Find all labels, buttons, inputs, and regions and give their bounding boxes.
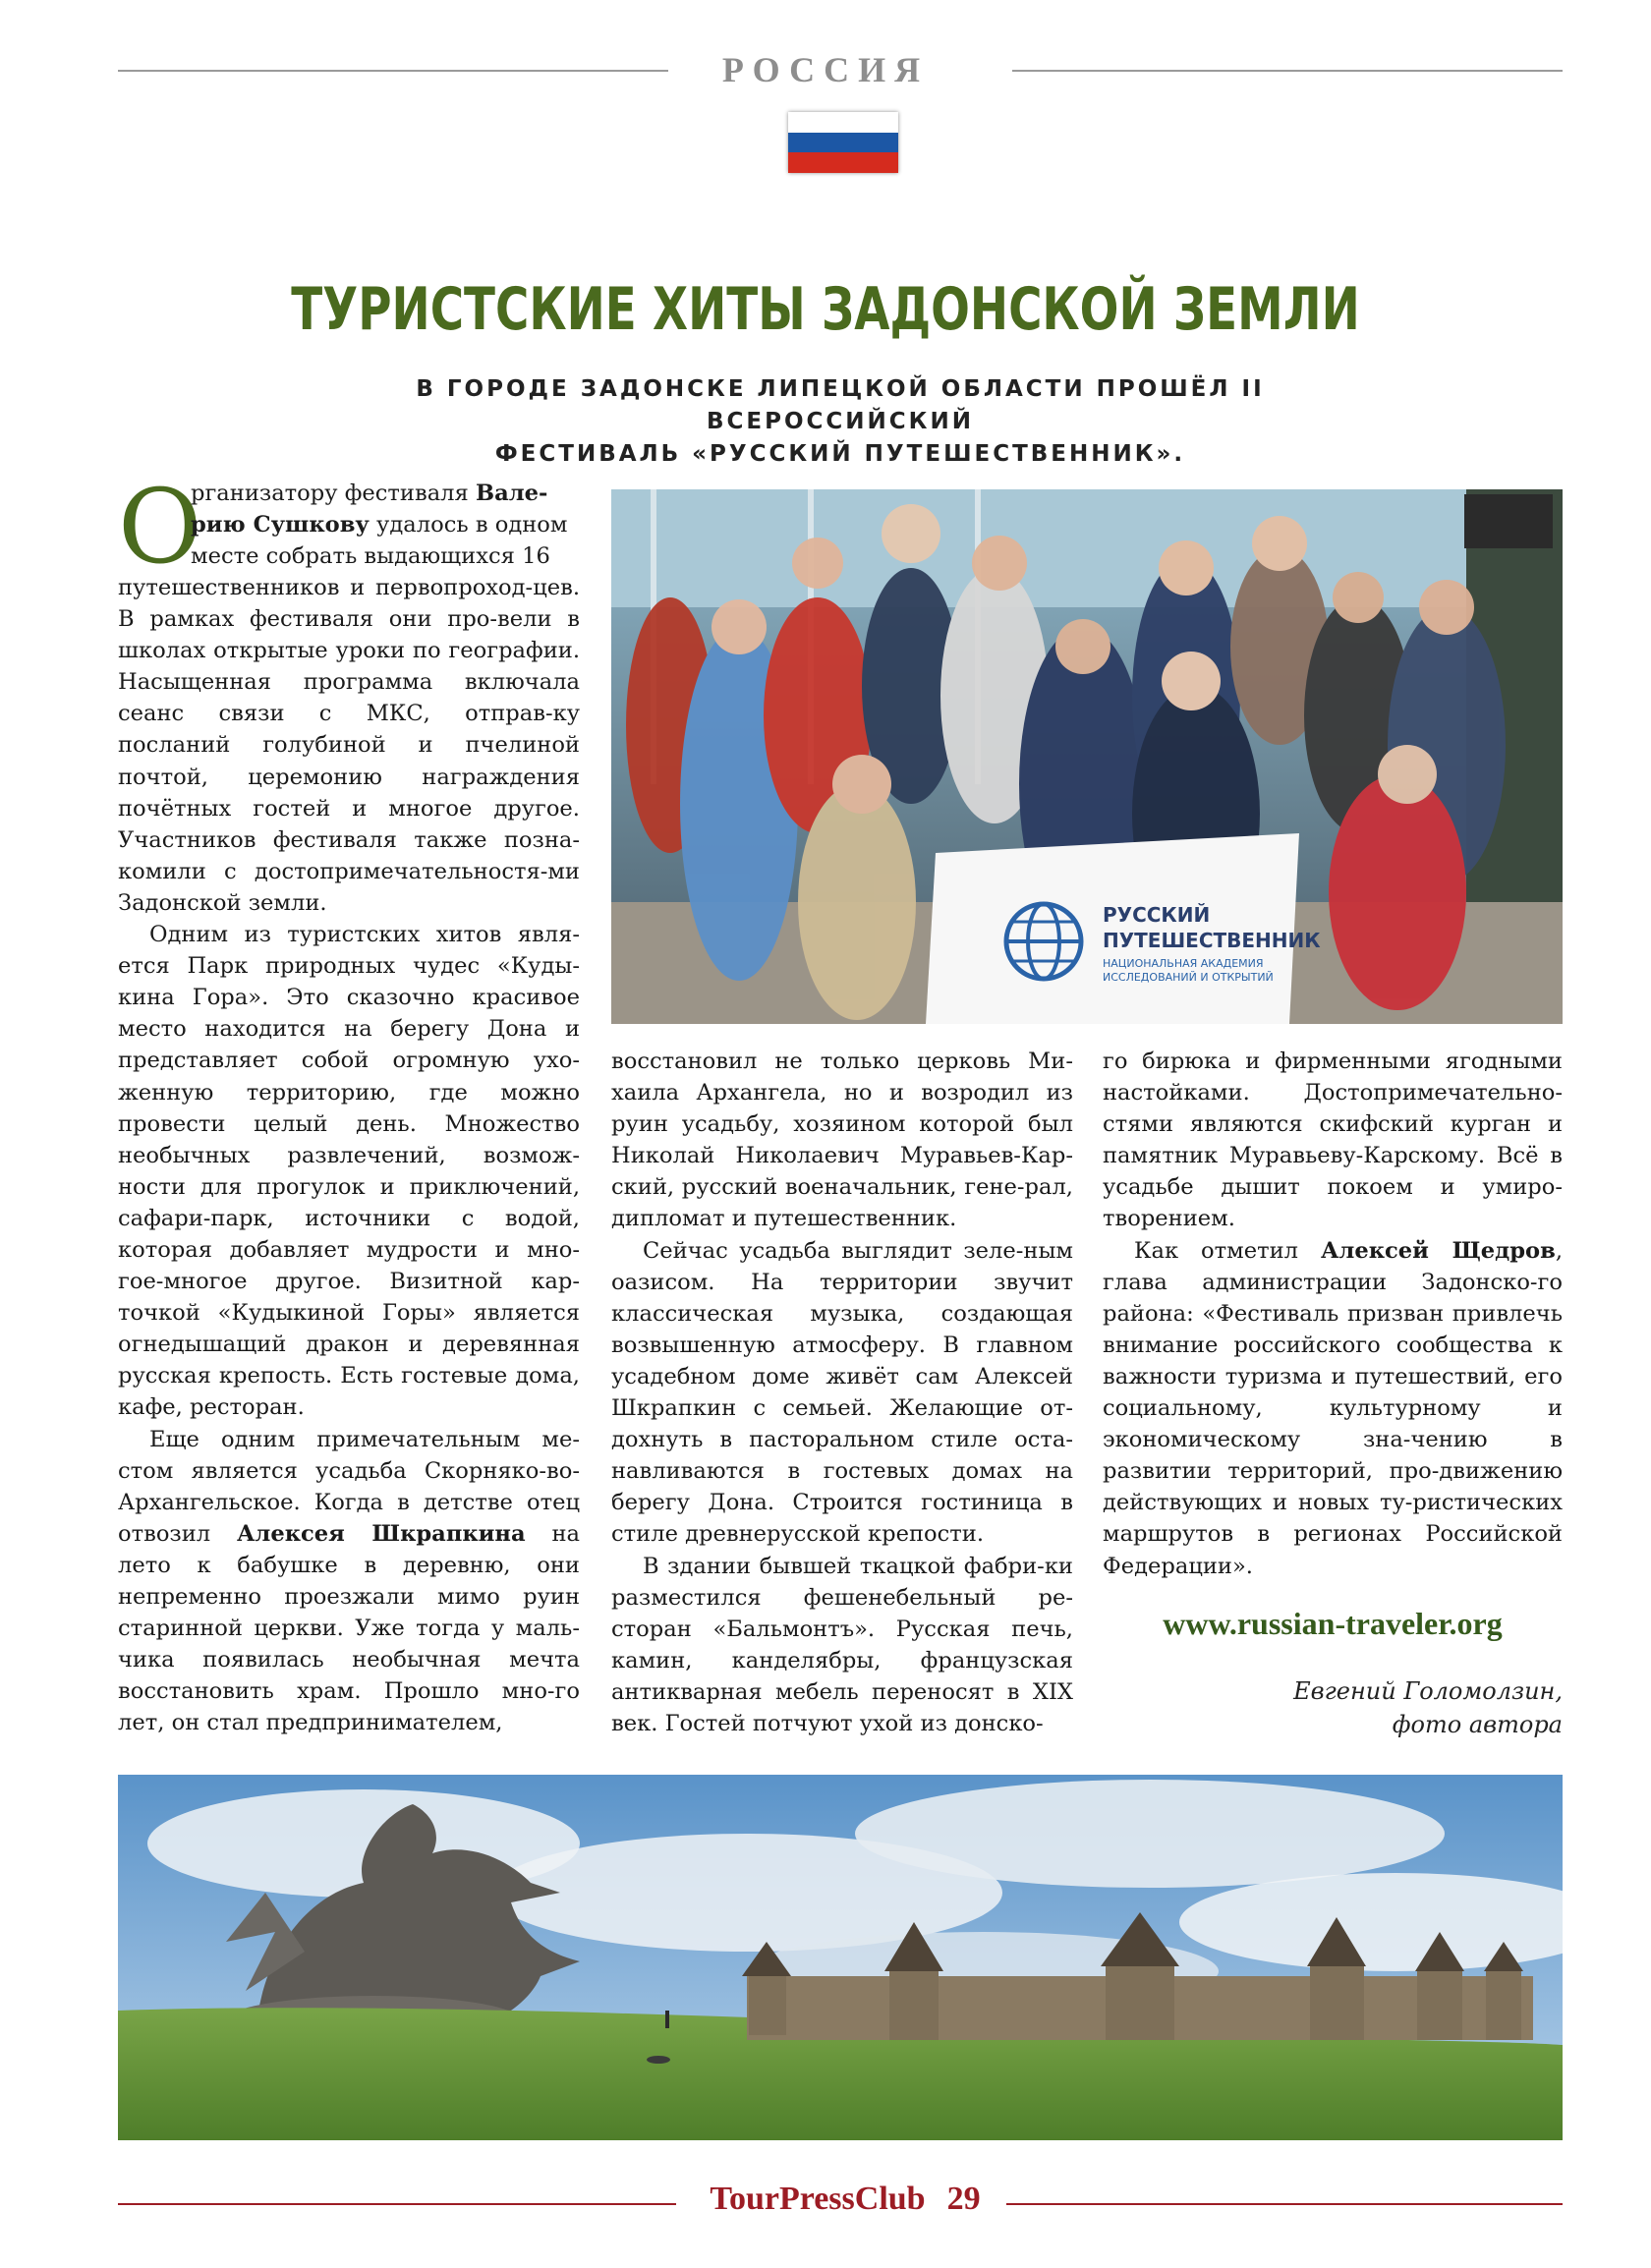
footer [678,2181,1012,2218]
person-name: Алексей Щедров [1321,1237,1556,1264]
paragraph [118,1424,580,1739]
text-run: на лето к бабушке в деревню, они непременно проезжали мимо руин старинной церкви. Уже тогда у маль-чика появилась необычная мечта восстановить храм. Прошло мно-го лет, он стал предпринимателем, [118,1520,581,1736]
paragraph: восстановил не только церковь Ми-хаила Архангела, но и возродил из руин усадьбу, хозяином которой был Николай Николаевич Муравьев-Кар-ский, русский военачальник, гене-рал, дипломат и путешественник. [611,1049,1073,1232]
group-photo-illustration [611,489,1563,1024]
group-photo [611,489,1563,1024]
magazine-brand: TourPressClub [710,2181,926,2217]
column-2 [611,1046,1073,1739]
lead-text: рганизатору фестиваля [191,481,476,506]
lead-line-1 [191,478,578,509]
article-title: ТУРИСТСКИЕ ХИТЫ ЗАДОНСКОЙ ЗЕМЛИ [291,275,1360,344]
photo-credit: фото автора [1392,1711,1563,1738]
banner-text-4: ИССЛЕДОВАНИЙ И ОТКРЫТИЙ [1103,971,1274,984]
flag-stripe-white [788,112,898,133]
paragraph: путешественников и первопроход-цев. В рамках фестиваля они про-вели в школах открытые уроки по географии. Насыщенная программа включала сеанс связи с МКС, отправ-ку посланий голубиной и пчелиной почтой, церемонию награждения почётных гостей и многое другое. Участников фестиваля также позна-комили с достопримечательностя-ми Задонской земли. [118,575,580,916]
text-run: Еще одним примечательным ме-стом является усадьба Скорняко-во-Архангельское. Когда в детстве отец отвозил [118,1426,580,1547]
page-number: 29 [946,2181,981,2217]
paragraph [1103,1235,1563,1582]
flag-stripe-red [788,152,898,173]
person-name: рию Сушкову [191,512,370,538]
section-title: РОССИЯ [721,50,930,89]
landscape-photo [118,1775,1563,2140]
banner-text-3: НАЦИОНАЛЬНАЯ АКАДЕМИЯ [1103,957,1264,970]
lead-text: удалось в одном [369,512,568,538]
website-link[interactable]: www.russian-traveler.org [1163,1606,1503,1641]
person-name: Алексея Шкрапкина [237,1520,526,1547]
footer-rule-right [1006,2203,1563,2205]
paragraph: Сейчас усадьба выглядит зеле-ным оазисом. На территории звучит классическая музыка, создающая возвышенную атмосферу. В главном усадебном доме живёт сам Алексей Шкрапкин с семьей. Желающие от-дохнуть в пасторальном стиле оста-навливаются в гостевых домах на берегу Дона. Строится гостиница в стиле древнерусской крепости. [611,1237,1073,1548]
paragraph: Одним из туристских хитов явля-ется Парк природных чудес «Куды-кина Гора». Это сказочно красивое место находится на берегу Дона и представляет собой огромную ухо-женную территорию, где можно провести целый день. Множество необычных развлечений, возмож-ности для прогулок и приключений, сафари-парк, источники с водой, которая добавляет мудрости и мно-гое-многое другое. Визитной кар-точкой «Кудыкиной Горы» является огнедышащий дракон и деревянная русская крепость. Есть гостевые дома, кафе, ресторан. [118,922,580,1421]
banner-text-1: РУССКИЙ [1103,903,1211,927]
article-subtitle [324,373,1356,471]
lead-line-3 [191,540,578,572]
russian-flag-icon [788,112,898,173]
subtitle-line-1: В ГОРОДЕ ЗАДОНСКЕ ЛИПЕЦКОЙ ОБЛАСТИ ПРОШЁЛ II ВСЕРОССИЙСКИЙ [416,376,1265,434]
author-name: Евгений Голомолзин, [1293,1677,1563,1705]
column-3 [1103,1046,1563,1582]
lead-line-2 [191,509,578,540]
text-run: Как отметил [1134,1237,1322,1264]
subtitle-line-2: ФЕСТИВАЛЬ «РУССКИЙ ПУТЕШЕСТВЕННИК». [494,441,1186,467]
person-name: Вале- [475,481,548,506]
paragraph: го бирюка и фирменными ягодными настойками. Достопримечательно-стями являются скифский курган и памятник Муравьеву-Карскому. Всё в усадьбе дышит покоем и умиро-творением. [1103,1049,1563,1232]
lead-text: месте собрать выдающихся 16 [191,543,550,569]
banner-text-2: ПУТЕШЕСТВЕННИК [1103,929,1321,952]
drop-cap: О [118,467,202,587]
footer-rule-left [118,2203,676,2205]
text-run: , глава администрации Задонско-го района: «Фестиваль призван привлечь внимание российского сообщества к важности туризма и путешествий, его социальному, культурному и экономическому зна-чению в развитии территорий, про-движению действующих и новых ту-ристических маршрутов в регионах Российской Федерации». [1103,1237,1563,1579]
landscape-photo-illustration [118,1775,1563,2140]
flag-stripe-blue [788,133,898,153]
column-1 [118,572,580,1738]
author-credit [1103,1674,1563,1741]
paragraph: В здании бывшей ткацкой фабри-ки разместился фешенебельный ре-сторан «Бальмонтъ». Русская печь, камин, канделябры, французская антикварная мебель переносят в XIX век. Гостей потчуют ухой из донско- [611,1553,1073,1736]
